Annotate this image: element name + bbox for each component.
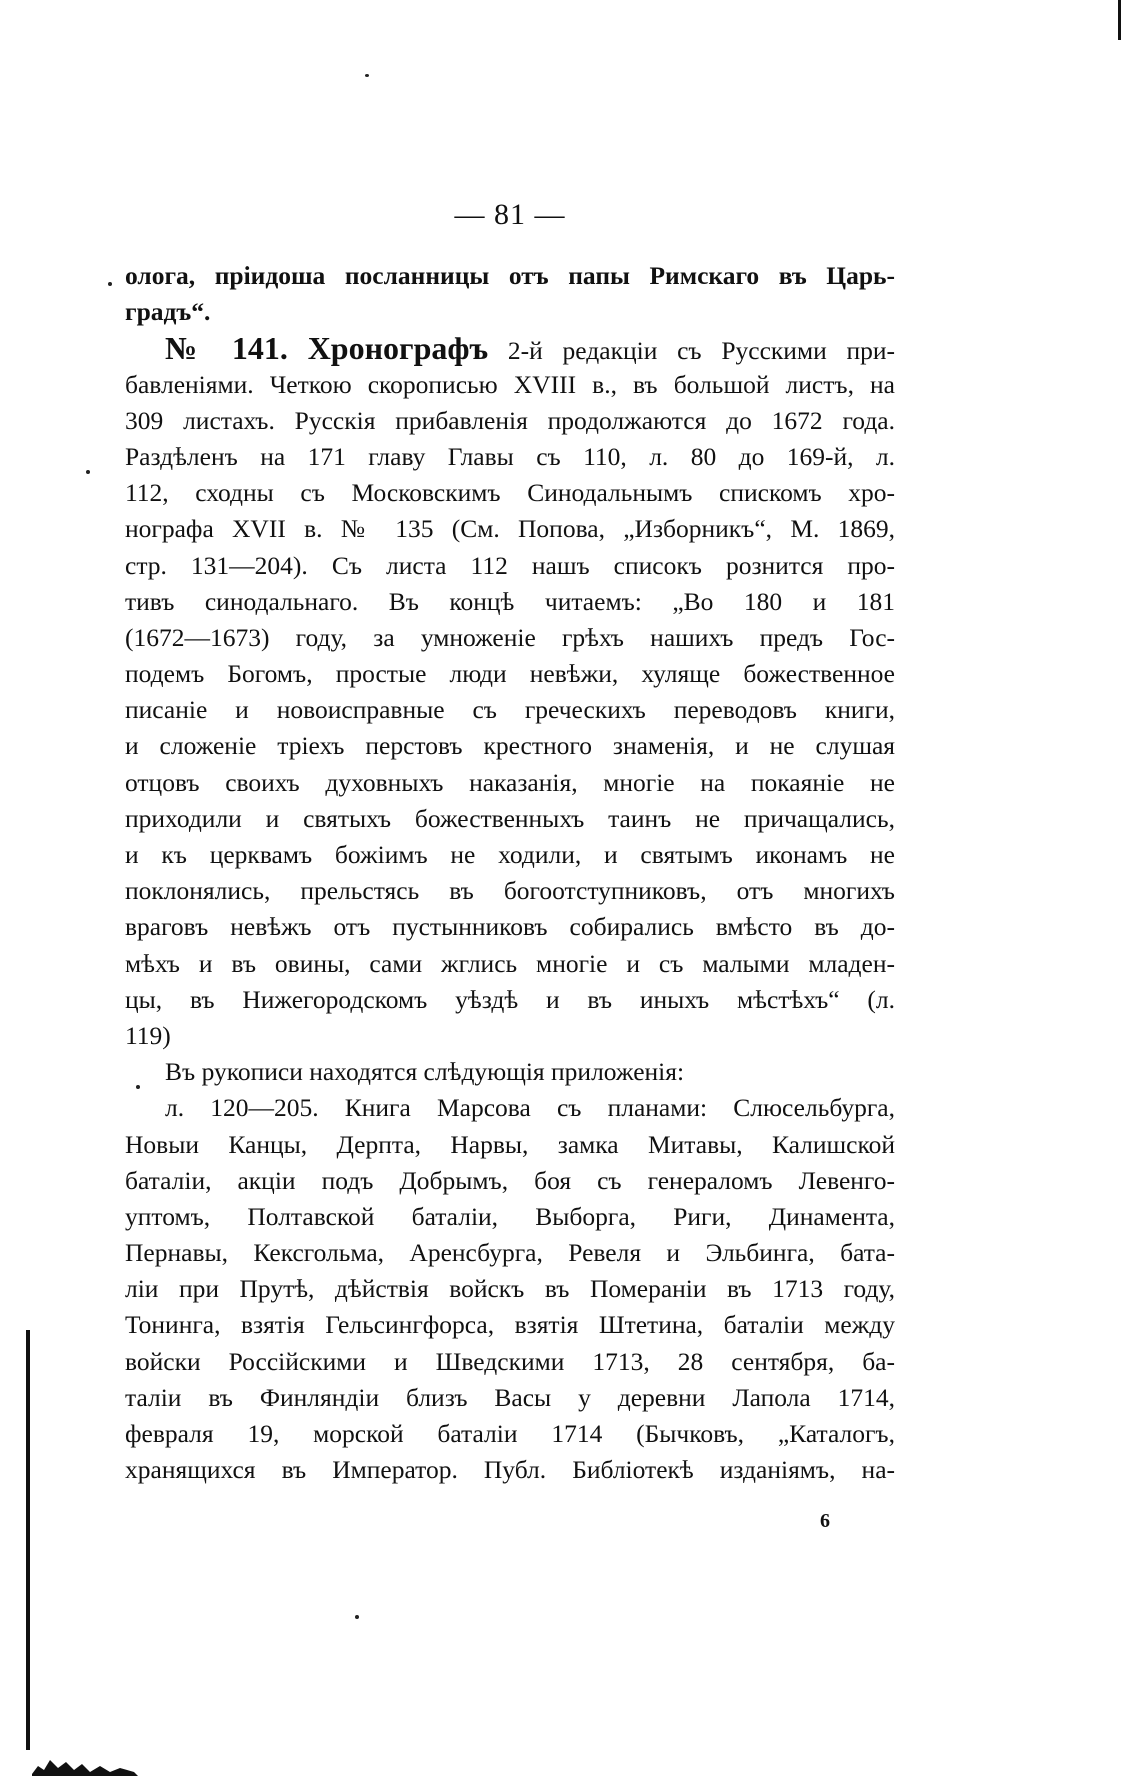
- text-line: Новыи Канцы, Дерпта, Нарвы, замка Митавы, Калишской: [125, 1129, 895, 1159]
- text-line: л. 120—205. Книга Марсова съ планами: Слюсельбурга,: [165, 1093, 895, 1123]
- text-line: 119): [125, 1020, 171, 1050]
- scan-speck: [108, 282, 112, 286]
- text-line: уптомъ, Полтавской баталіи, Выборга, Риги, Динамента,: [125, 1201, 895, 1231]
- text-line: мѣхъ и въ овины, сами жглись многіе и съ малыми младен-: [125, 948, 895, 978]
- entry-number: № 141.: [165, 330, 288, 367]
- entry-title: Хронографъ: [307, 330, 489, 367]
- text-line: подемъ Богомъ, простые люди невѣжи, хуляще божественное: [125, 659, 895, 689]
- text-line: отцовъ своихъ духовныхъ наказанія, многіе на покаяніе не: [125, 767, 895, 797]
- text-line: Раздѣленъ на 171 главу Главы съ 110, л. 80 до 169-й, л.: [125, 441, 895, 471]
- scan-speck: [355, 1615, 359, 1619]
- page-number: — 81 —: [454, 198, 566, 231]
- text-line: войски Россійскими и Шведскими 1713, 28 сентября, ба-: [125, 1346, 895, 1376]
- body-text: [125, 258, 895, 1488]
- scan-edge-mark: [1118, 0, 1121, 40]
- entry-subtitle: 2-й редакціи съ Русскими при-: [488, 336, 895, 366]
- text-line: и сложеніе тріехъ перстовъ крестного знаменія, и не слушая: [125, 731, 895, 761]
- text-line: и къ церквамъ божіимъ не ходили, и святымъ иконамъ не: [125, 840, 895, 869]
- text-line: ліи при Прутѣ, дѣйствія войскъ въ Помераніи въ 1713 году,: [125, 1274, 895, 1304]
- text-line: враговъ невѣжъ отъ пустынниковъ собирались вмѣсто въ до-: [125, 912, 895, 942]
- text-line: приходили и святыхъ божественныхъ таинъ не причащались,: [125, 803, 895, 833]
- scan-speck: [86, 470, 90, 474]
- text-line: градъ“.: [125, 297, 211, 327]
- text-line: бавленіями. Четкою скорописью XVIII в., въ большой листъ, на: [125, 369, 895, 399]
- text-line: Тонинга, взятія Гельсингфорса, взятія Штетина, баталіи между: [125, 1310, 895, 1340]
- text-line: таліи въ Финляндіи близъ Васы у деревни Лапола 1714,: [125, 1382, 895, 1412]
- text-line: писаніе и новоисправные съ греческихъ переводовъ книги,: [125, 695, 895, 725]
- text-line: хранящихся въ Император. Публ. Библіотекѣ изданіямъ, на-: [125, 1455, 895, 1485]
- text-line: [125, 330, 895, 366]
- signature-mark: 6: [820, 1510, 830, 1532]
- text-line: Пернавы, Кексгольма, Аренсбурга, Ревеля и Эльбинга, бата-: [125, 1238, 895, 1268]
- scan-speck: [136, 1085, 140, 1089]
- text-line: баталіи, акціи подъ Добрымъ, боя съ генераломъ Левенго-: [125, 1165, 895, 1195]
- text-line: Въ рукописи находятся слѣдующія приложенія:: [165, 1057, 685, 1087]
- text-line: стр. 131—204). Съ листа 112 нашъ списокъ рознится про-: [125, 550, 895, 580]
- text-line: (1672—1673) году, за умноженіе грѣхъ нашихъ предъ Гос-: [125, 622, 895, 652]
- text-line: олога, пріидоша посланницы отъ папы Римскаго въ Царь-: [125, 261, 895, 290]
- scan-edge-mark: [26, 1330, 30, 1750]
- text-line: 309 листахъ. Русскія прибавленія продолжаются до 1672 года.: [125, 405, 895, 435]
- scan-blot: [30, 1752, 140, 1776]
- text-line: нографа XVII в. № 135 (См. Попова, „Изборникъ“, М. 1869,: [125, 514, 895, 544]
- scan-speck: [365, 74, 369, 77]
- text-line: цы, въ Нижегородскомъ уѣздѣ и въ иныхъ мѣстѣхъ“ (л.: [125, 984, 895, 1014]
- text-line: поклонялись, прельстясь въ богоотступниковъ, отъ многихъ: [125, 876, 895, 906]
- text-line: 112, сходны съ Московскимъ Синодальнымъ спискомъ хро-: [125, 478, 895, 508]
- text-line: тивъ синодальнаго. Въ концѣ читаемъ: „Во 180 и 181: [125, 586, 895, 616]
- text-line: февраля 19, морской баталіи 1714 (Бычковъ, „Каталогъ,: [125, 1419, 895, 1448]
